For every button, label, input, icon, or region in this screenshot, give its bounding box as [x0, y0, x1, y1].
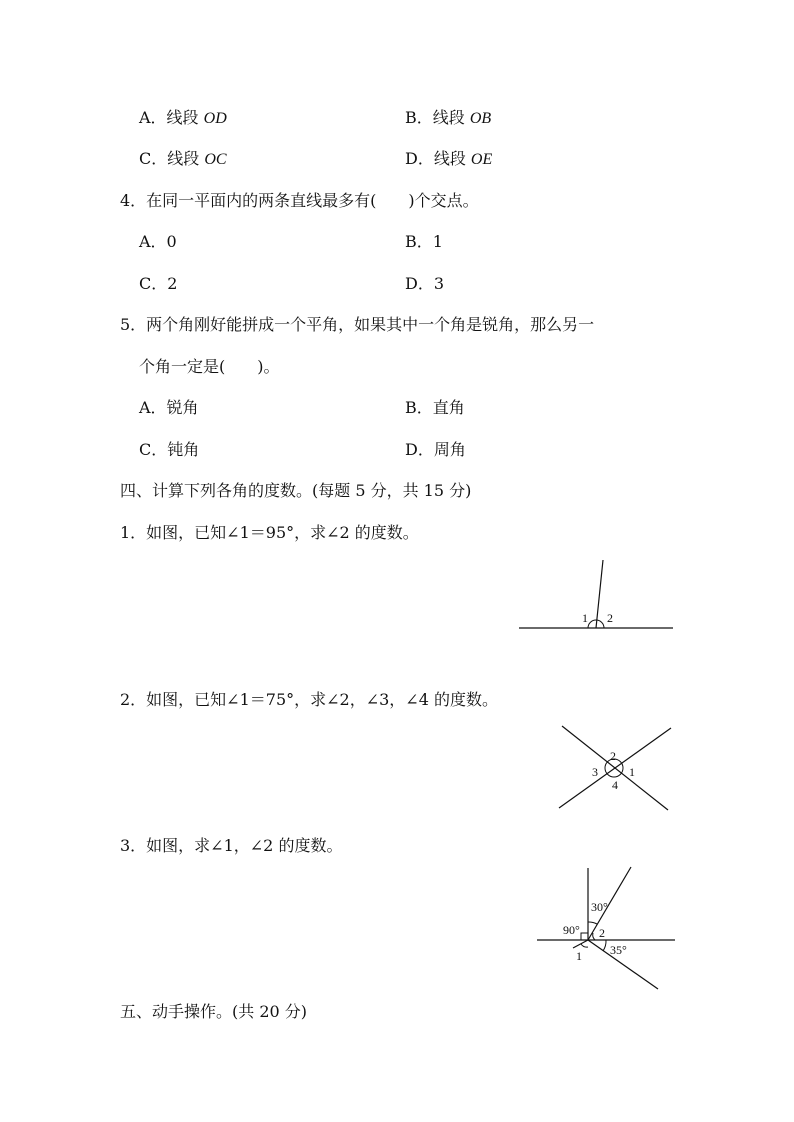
q4-option-d: D．3 — [405, 274, 445, 293]
right-angle-mark — [581, 933, 588, 940]
q5-question-line2: 个角一定是( )。 — [139, 357, 280, 376]
segment-name: OC — [204, 151, 227, 168]
section4-title: 四、计算下列各角的度数。(每题 5 分，共 15 分) — [120, 481, 472, 500]
angle-label-30: 30° — [591, 900, 608, 914]
problem2-text: 2．如图，已知∠1＝75°，求∠2，∠3，∠4 的度数。 — [120, 690, 498, 709]
angle-label-35: 35° — [610, 943, 627, 957]
q3-option-a — [139, 108, 227, 129]
angle-label-4: 4 — [612, 778, 618, 792]
angle-arc-30 — [588, 922, 597, 924]
option-label: A．线段 — [139, 108, 204, 127]
segment-name: OE — [470, 151, 493, 168]
angle-arc-1 — [581, 944, 588, 947]
angle-label-1: 1 — [629, 765, 635, 779]
option-label: C．线段 — [139, 149, 205, 168]
section5-title: 五、动手操作。(共 20 分) — [120, 1002, 308, 1021]
q5-option-b: B．直角 — [405, 398, 465, 417]
problem1-text: 1．如图，已知∠1＝95°，求∠2 的度数。 — [120, 523, 419, 542]
ray-line — [596, 560, 603, 628]
angle-arc-35 — [603, 940, 606, 951]
angle-label-2: 2 — [607, 611, 613, 625]
q4-question: 4．在同一平面内的两条直线最多有( )个交点。 — [120, 191, 479, 210]
angle-label-3: 3 — [592, 765, 598, 779]
q3-option-c — [139, 149, 227, 170]
q3-option-d — [405, 149, 492, 170]
q5-option-a: A．锐角 — [139, 398, 199, 417]
q3-option-b — [405, 108, 491, 129]
figure-intersecting-lines — [555, 722, 675, 814]
angle-label-1: 1 — [582, 611, 588, 625]
angle-arc-2 — [593, 933, 595, 940]
angle-label-90: 90° — [563, 923, 580, 937]
q5-question-line1: 5．两个角刚好能拼成一个平角，如果其中一个角是锐角，那么另一 — [120, 315, 595, 334]
q5-option-d: D．周角 — [405, 440, 466, 459]
q5-option-c: C．钝角 — [139, 440, 200, 459]
figure-angle-95 — [515, 558, 680, 638]
option-label: B．线段 — [405, 108, 470, 127]
segment-name: OB — [469, 110, 492, 127]
line-b — [559, 728, 671, 808]
figure-angle-rays — [533, 862, 678, 994]
angle-label-2: 2 — [599, 926, 605, 940]
q4-option-c: C．2 — [139, 274, 178, 293]
q4-option-a: A．0 — [139, 232, 177, 251]
problem3-text: 3．如图，求∠1，∠2 的度数。 — [120, 836, 343, 855]
q4-option-b: B．1 — [405, 232, 443, 251]
option-label: D．线段 — [405, 149, 471, 168]
angle-label-2: 2 — [610, 749, 616, 763]
angle-label-1: 1 — [576, 949, 582, 963]
segment-name: OD — [203, 110, 227, 127]
